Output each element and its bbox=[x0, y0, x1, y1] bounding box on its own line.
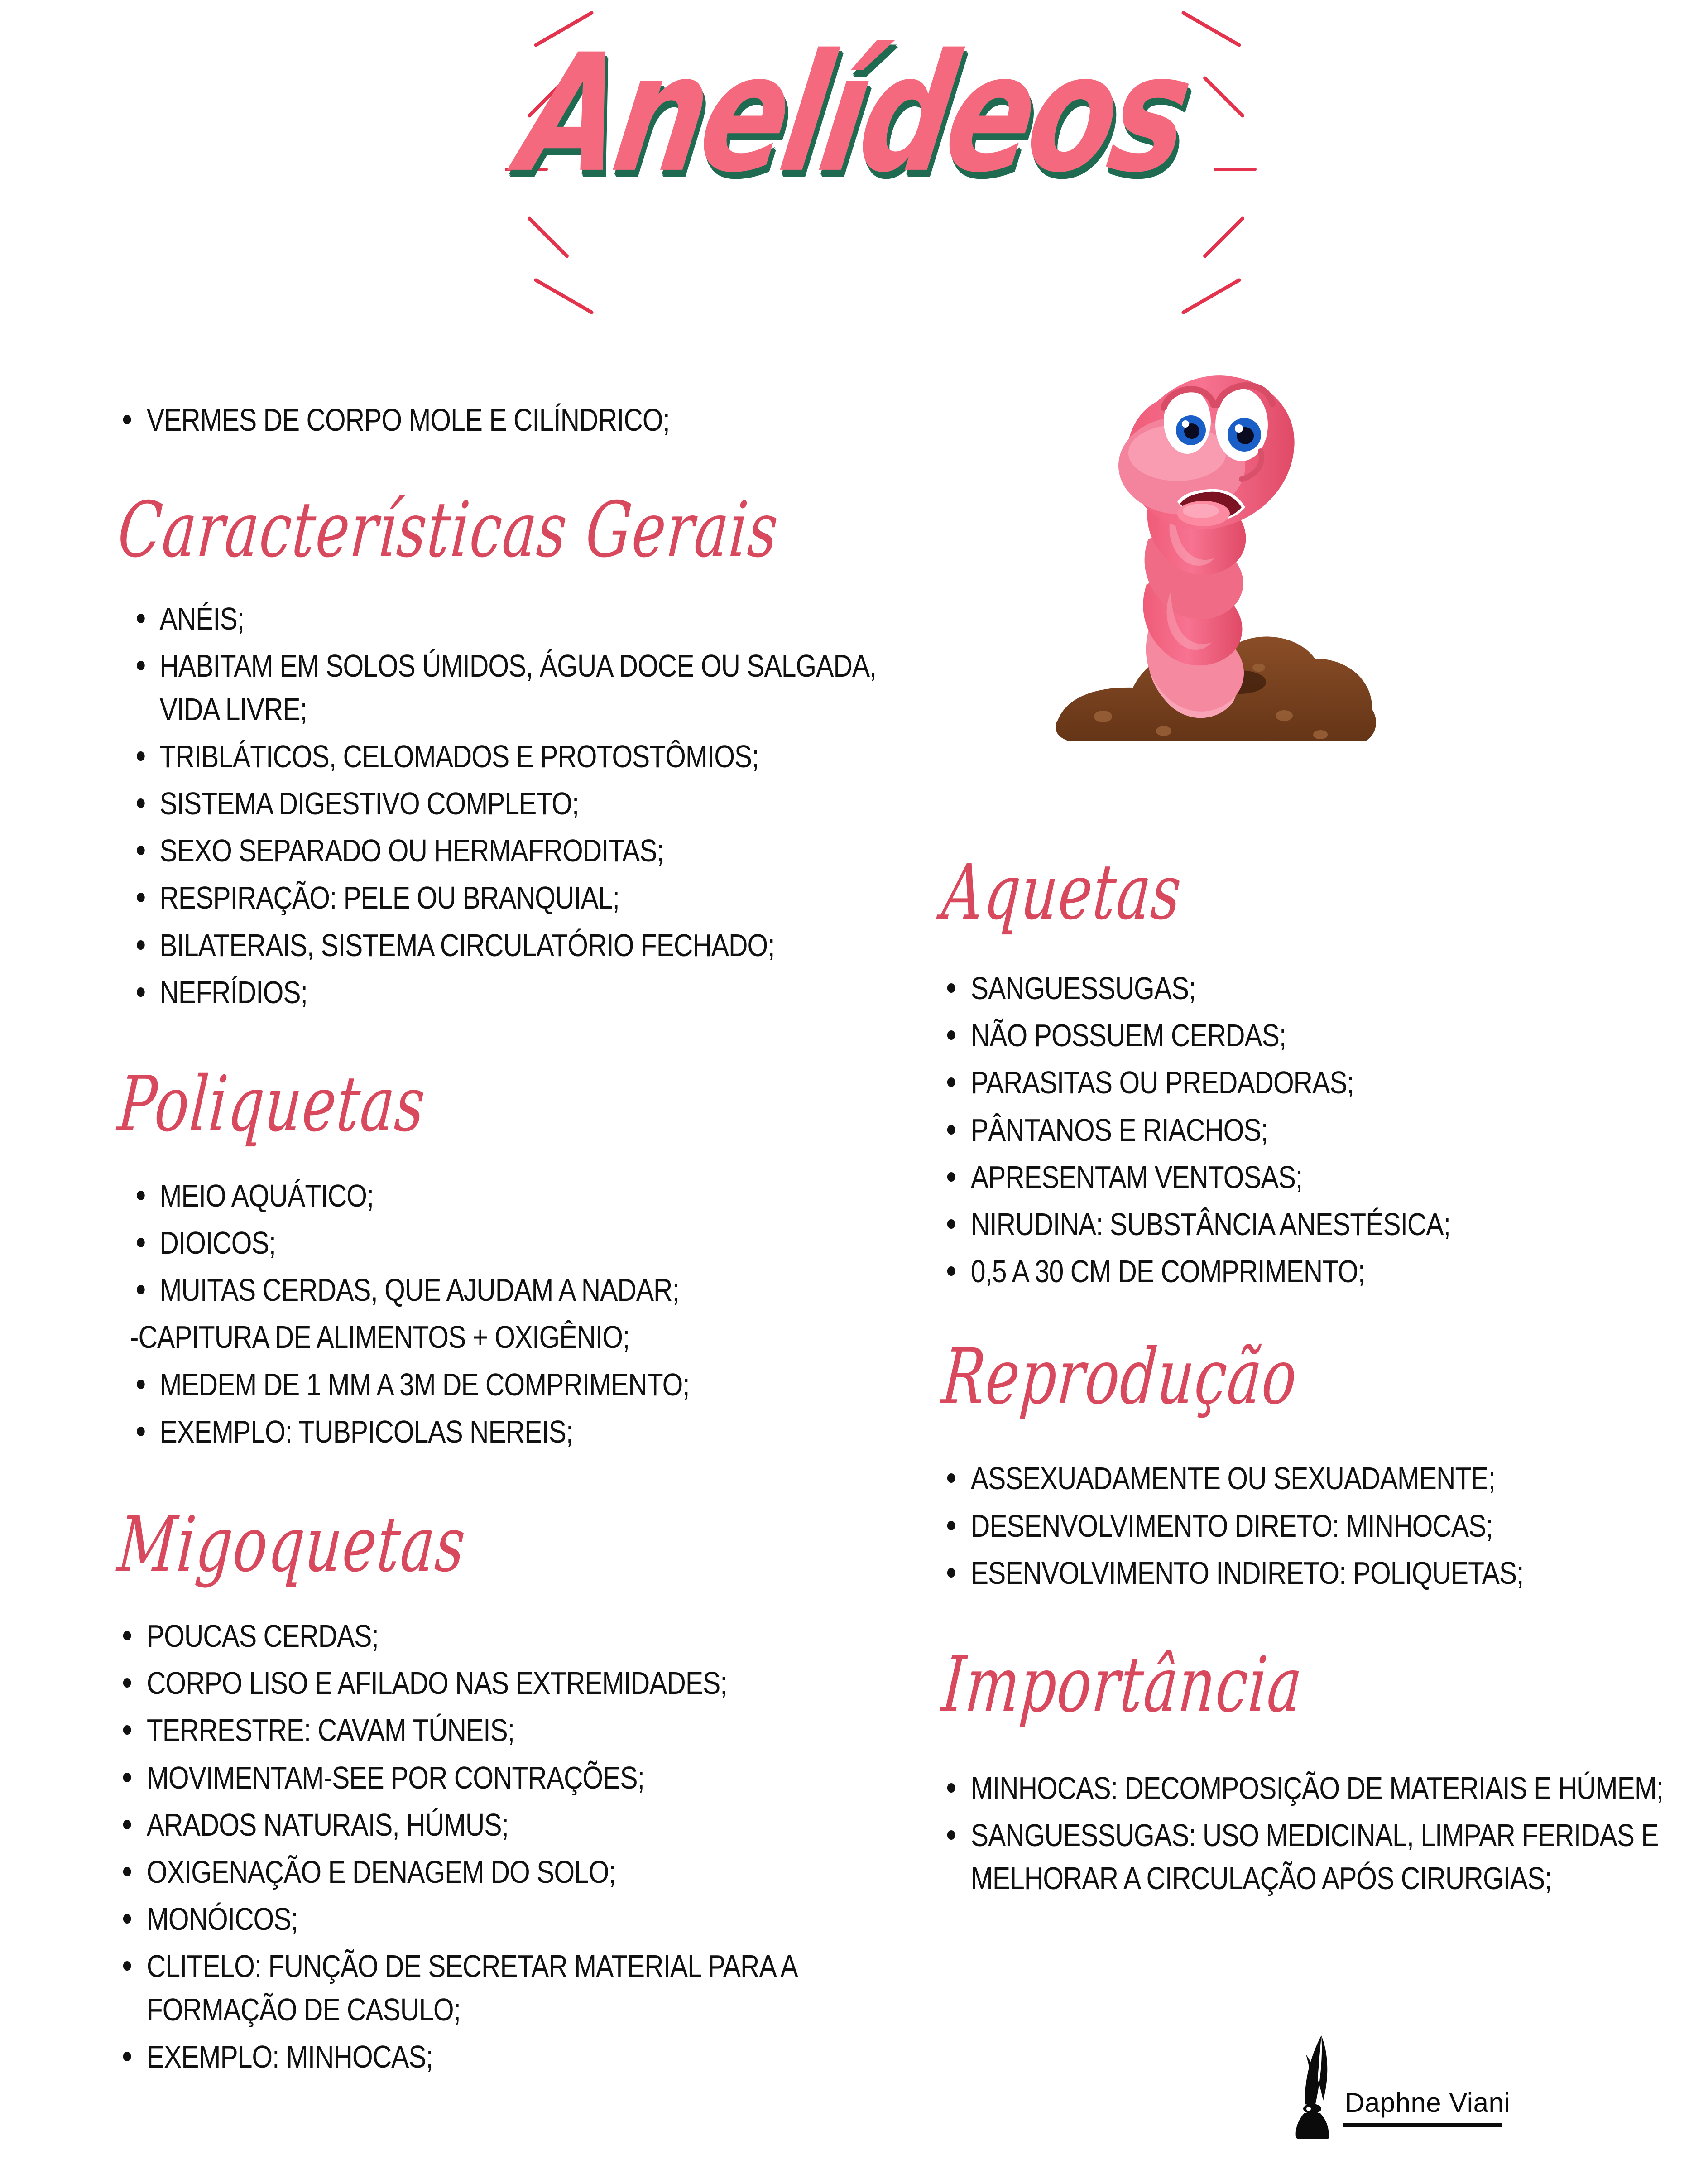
list-item: PARASITAS OU PREDADORAS; bbox=[940, 1061, 1708, 1104]
list-item: MUITAS CERDAS, QUE AJUDAM A NADAR; bbox=[115, 1269, 929, 1312]
list-item: PÂNTANOS E RIACHOS; bbox=[940, 1109, 1708, 1152]
worm-head bbox=[1118, 375, 1295, 529]
left-column bbox=[115, 399, 885, 2083]
section-importancia bbox=[939, 1640, 1682, 1900]
list-item: ESENVOLVIMENTO INDIRETO: POLIQUETAS; bbox=[940, 1552, 1708, 1595]
list-item: MINHOCAS: DECOMPOSIÇÃO DE MATERIAIS E HÚMEM; bbox=[940, 1767, 1708, 1810]
section-heading: Importância bbox=[939, 1640, 1306, 1730]
list-item: SANGUESSUGAS: USO MEDICINAL, LIMPAR FERIDAS E MELHORAR A CIRCULAÇÃO APÓS CIRURGIAS; bbox=[940, 1814, 1708, 1900]
list-item: HABITAM EM SOLOS ÚMIDOS, ÁGUA DOCE OU SALGADA, VIDA LIVRE; bbox=[115, 645, 929, 731]
title-ray-9 bbox=[1181, 278, 1242, 315]
caracteristicas-bullet-list bbox=[115, 597, 885, 1014]
list-item: BILATERAIS, SISTEMA CIRCULATÓRIO FECHADO; bbox=[115, 924, 929, 967]
list-item: EXEMPLO: MINHOCAS; bbox=[115, 2035, 916, 2078]
right-column bbox=[939, 848, 1682, 1904]
page-title: Anelídeos bbox=[509, 19, 1199, 209]
list-item: SISTEMA DIGESTIVO COMPLETO; bbox=[115, 782, 929, 825]
list-item: 0,5 A 30 CM DE COMPRIMENTO; bbox=[940, 1250, 1708, 1293]
list-item: ANÉIS; bbox=[115, 597, 929, 640]
section-heading: Características Gerais bbox=[115, 486, 782, 575]
list-item: MEIO AQUÁTICO; bbox=[115, 1174, 929, 1217]
signature-block bbox=[1276, 2032, 1530, 2145]
section-aquetas bbox=[939, 848, 1682, 1293]
list-item: VERMES DE CORPO MOLE E CILÍNDRICO; bbox=[115, 399, 916, 442]
section-migoquetas bbox=[115, 1500, 885, 2078]
list-item: ARADOS NATURAIS, HÚMUS; bbox=[115, 1804, 916, 1847]
section-heading: Migoquetas bbox=[115, 1500, 469, 1589]
section-heading: Reprodução bbox=[939, 1333, 1301, 1422]
section-caracteristicas-gerais bbox=[115, 486, 885, 1014]
migoquetas-bullet-list bbox=[115, 1615, 885, 2078]
title-ray-8 bbox=[1202, 216, 1245, 259]
list-item: TERRESTRE: CAVAM TÚNEIS; bbox=[115, 1709, 916, 1752]
signature-name: Daphne Viani bbox=[1345, 2087, 1511, 2118]
title-area bbox=[0, 0, 1708, 344]
list-item: APRESENTAM VENTOSAS; bbox=[940, 1156, 1708, 1199]
list-item: MEDEM DE 1 MM A 3M DE COMPRIMENTO; bbox=[115, 1363, 929, 1406]
list-item: MOVIMENTAM-SEE POR CONTRAÇÕES; bbox=[115, 1756, 916, 1799]
list-item: POUCAS CERDAS; bbox=[115, 1615, 916, 1658]
list-item: NIRUDINA: SUBSTÂNCIA ANESTÉSICA; bbox=[940, 1203, 1708, 1246]
list-item: DESENVOLVIMENTO DIRETO: MINHOCAS; bbox=[940, 1505, 1708, 1548]
list-item: SEXO SEPARADO OU HERMAFRODITAS; bbox=[115, 829, 929, 872]
list-item: CORPO LISO E AFILADO NAS EXTREMIDADES; bbox=[115, 1662, 916, 1705]
poliquetas-bullet-list bbox=[115, 1174, 885, 1453]
list-item: MONÓICOS; bbox=[115, 1898, 916, 1941]
title-ray-3 bbox=[527, 216, 569, 259]
list-item-unbulleted: -CAPITURA DE ALIMENTOS + OXIGÊNIO; bbox=[130, 1319, 630, 1355]
section-reproducao bbox=[939, 1333, 1682, 1595]
list-item: NEFRÍDIOS; bbox=[115, 971, 929, 1014]
list-item: EXEMPLO: TUBPICOLAS NEREIS; bbox=[115, 1410, 929, 1453]
reproducao-bullet-list bbox=[940, 1457, 1682, 1595]
title-ray-4 bbox=[533, 278, 594, 315]
list-item: OXIGENAÇÃO E DENAGEM DO SOLO; bbox=[115, 1851, 916, 1894]
earthworm-illustration bbox=[1014, 358, 1404, 765]
list-item: TRIBLÁTICOS, CELOMADOS E PROTOSTÔMIOS; bbox=[115, 735, 929, 778]
section-heading: Aquetas bbox=[939, 848, 1185, 937]
section-poliquetas bbox=[115, 1060, 885, 1453]
list-item: CLITELO: FUNÇÃO DE SECRETAR MATERIAL PARA A FORMAÇÃO DE CASULO; bbox=[115, 1945, 916, 2031]
importancia-bullet-list bbox=[940, 1767, 1682, 1900]
section-heading: Poliquetas bbox=[115, 1060, 429, 1149]
list-item: SANGUESSUGAS; bbox=[940, 967, 1708, 1010]
signature-underline bbox=[1343, 2123, 1502, 2127]
list-item: RESPIRAÇÃO: PELE OU BRANQUIAL; bbox=[115, 876, 929, 919]
aquetas-bullet-list bbox=[940, 967, 1682, 1293]
list-item: ASSEXUADAMENTE OU SEXUADAMENTE; bbox=[940, 1457, 1708, 1500]
list-item: NÃO POSSUEM CERDAS; bbox=[940, 1014, 1708, 1057]
list-item: DIOICOS; bbox=[115, 1222, 929, 1265]
intro-section bbox=[115, 399, 885, 442]
intro-bullet-list bbox=[115, 399, 885, 442]
